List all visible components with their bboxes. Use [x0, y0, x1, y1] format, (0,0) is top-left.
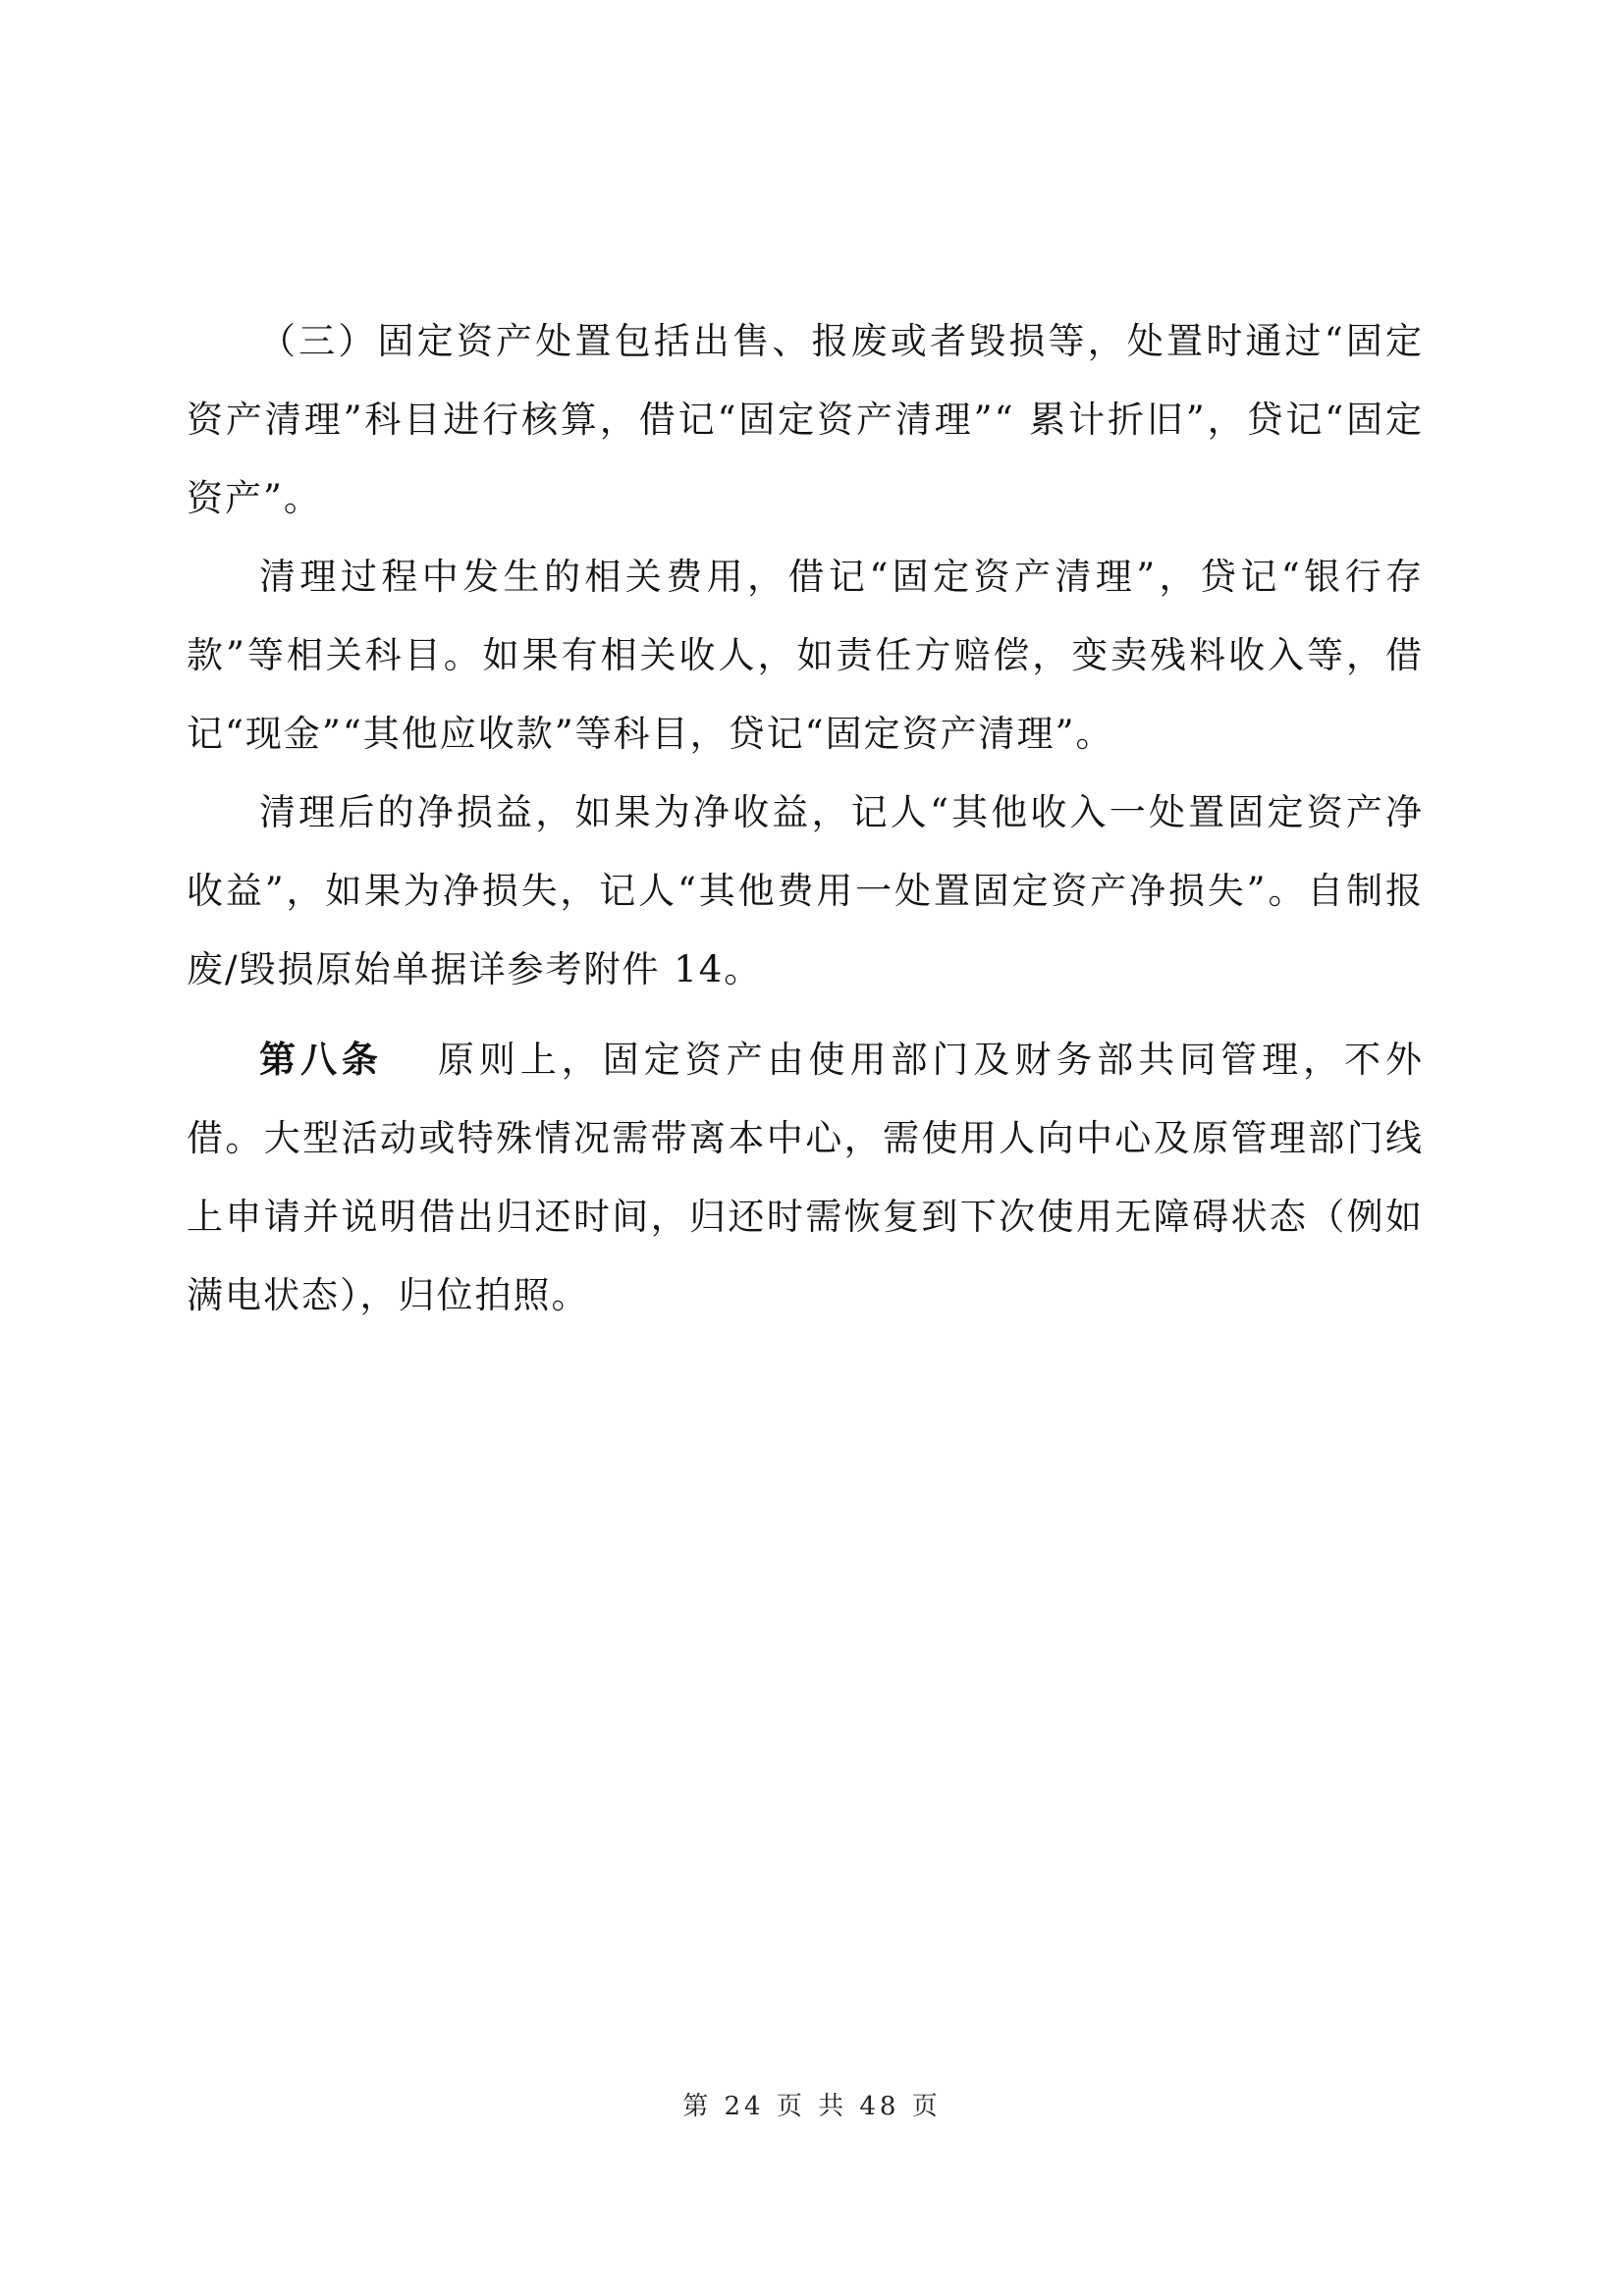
paragraph-disposal: （三）固定资产处置包括出售、报废或者毁损等，处置时通过“固定资产清理”科目进行核算，借记“固定资产清理”“ 累计折旧”，贷记“固定资产”。: [187, 320, 1424, 519]
article-8-heading: 第八条: [259, 1039, 383, 1081]
document-body: [187, 302, 1424, 1335]
paragraph-clearing-costs: 清理过程中发生的相关费用，借记“固定资产清理”，贷记“银行存款”等相关科目。如果有相关收人，如责任方赔偿，变卖残料收入等，借记“现金”“其他应收款”等科目，贷记“固定资产清理”。: [187, 556, 1424, 755]
paragraph-net-gain-loss: 清理后的净损益，如果为净收益，记人“其他收入一处置固定资产净收益”，如果为净损失，记人“其他费用一处置固定资产净损失”。自制报废/毁损原始单据详参考附件 14。: [187, 791, 1424, 990]
article-8-text: 原则上，固定资产由使用部门及财务部共同管理，不外借。大型活动或特殊情况需带离本中心，需使用人向中心及原管理部门线上申请并说明借出归还时间，归还时需恢复到下次使用无障碍状态（例如满电状态），归位拍照。: [187, 1039, 1425, 1316]
article-8-paragraph: [187, 1021, 1424, 1335]
page-number-footer: 第 24 页 共 48 页: [682, 2092, 942, 2121]
